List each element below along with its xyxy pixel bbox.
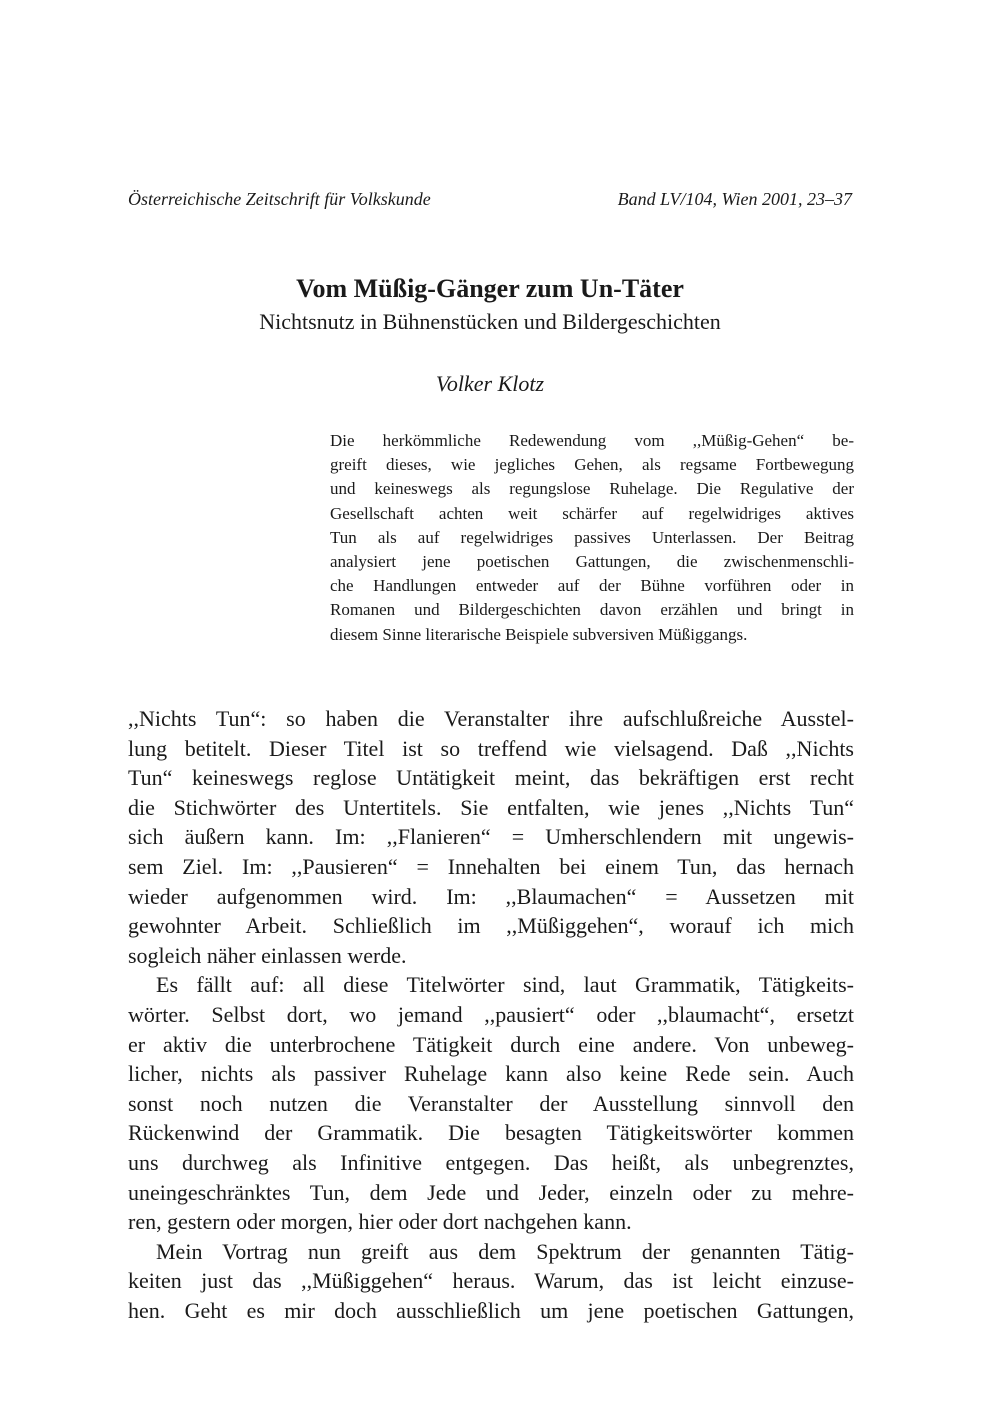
body-line: sonst noch nutzen die Veranstalter der Ausstellung sinnvoll den bbox=[128, 1090, 854, 1116]
abstract-line: diesem Sinne literarische Beispiele subversiven Müßiggangs. bbox=[330, 624, 748, 644]
body-line: wieder aufgenommen wird. Im: ,,Blaumachen“ = Aussetzen mit bbox=[128, 883, 854, 909]
body-line: uneingeschränktes Tun, dem Jede und Jeder, einzeln oder zu mehre- bbox=[128, 1179, 854, 1205]
abstract bbox=[330, 429, 854, 647]
article-author: Volker Klotz bbox=[435, 371, 545, 396]
body-line: uns durchweg als Infinitive entgegen. Das heißt, als unbegrenztes, bbox=[128, 1149, 854, 1175]
body-line: wörter. Selbst dort, wo jemand ,,pausiert“ oder ,,blaumacht“, ersetzt bbox=[128, 1001, 854, 1027]
body-line: hen. Geht es mir doch ausschließlich um jene poetischen Gattungen, bbox=[128, 1297, 854, 1323]
article-subtitle: Nichtsnutz in Bühnenstücken und Bildergeschichten bbox=[259, 309, 721, 334]
body-line: keiten just das ,,Müßiggehen“ heraus. Warum, das ist leicht einzuse- bbox=[128, 1268, 854, 1294]
article-title: Vom Müßig-Gänger zum Un-Täter bbox=[296, 274, 684, 303]
abstract-line: analysiert jene poetischen Gattungen, die zwischenmenschli- bbox=[330, 551, 854, 571]
body-line: Rückenwind der Grammatik. Die besagten Tätigkeitswörter kommen bbox=[128, 1120, 854, 1146]
abstract-line: und keineswegs als regungslose Ruhelage. Die Regulative der bbox=[330, 479, 854, 499]
body-line: er aktiv die unterbrochene Tätigkeit durch eine andere. Von unbeweg- bbox=[128, 1031, 854, 1057]
body-line: ,,Nichts Tun“: so haben die Veranstalter ihre aufschlußreiche Ausstel- bbox=[128, 706, 854, 731]
body-line: die Stichwörter des Untertitels. Sie entfalten, wie jenes ,,Nichts Tun“ bbox=[128, 794, 854, 820]
body-text bbox=[128, 704, 854, 1325]
body-line: gewohnter Arbeit. Schließlich im ,,Müßiggehen“, worauf ich mich bbox=[128, 913, 854, 939]
body-line: licher, nichts als passiver Ruhelage kann also keine Rede sein. Auch bbox=[128, 1061, 854, 1087]
body-line: sem Ziel. Im: ,,Pausieren“ = Innehalten bei einem Tun, das hernach bbox=[128, 853, 854, 879]
body-line: Tun“ keineswegs reglose Untätigkeit meint, das bekräftigen erst recht bbox=[128, 765, 854, 791]
abstract-line: greift dieses, wie jegliches Gehen, als regsame Fortbewegung bbox=[330, 455, 854, 475]
body-line: sich äußern kann. Im: ,,Flanieren“ = Umherschlendern mit ungewis- bbox=[128, 824, 854, 850]
body-line: Mein Vortrag nun greift aus dem Spektrum der genannten Tätig- bbox=[156, 1238, 854, 1264]
running-header bbox=[128, 186, 852, 212]
abstract-line: Romanen und Bildergeschichten davon erzählen und bringt in bbox=[330, 600, 854, 620]
body-line: lung betitelt. Dieser Titel ist so treffend wie vielsagend. Daß ,,Nichts bbox=[128, 735, 854, 761]
abstract-line: Tun als auf regelwidriges passives Unterlassen. Der Beitrag bbox=[330, 527, 854, 547]
abstract-line: Die herkömmliche Redewendung vom ,,Müßig-Gehen“ be- bbox=[330, 431, 854, 450]
abstract-line: Gesellschaft achten weit schärfer auf regelwidriges aktives bbox=[330, 503, 854, 523]
volume-info: Band LV/104, Wien 2001, 23–37 bbox=[617, 189, 852, 209]
abstract-line: che Handlungen entweder auf der Bühne vorführen oder in bbox=[330, 576, 854, 596]
body-line: sogleich näher einlassen werde. bbox=[128, 942, 407, 968]
body-line: Es fällt auf: all diese Titelwörter sind, laut Grammatik, Tätigkeits- bbox=[156, 972, 854, 998]
body-line: ren, gestern oder morgen, hier oder dort nachgehen kann. bbox=[128, 1209, 632, 1235]
journal-name: Österreichische Zeitschrift für Volkskunde bbox=[128, 189, 431, 209]
